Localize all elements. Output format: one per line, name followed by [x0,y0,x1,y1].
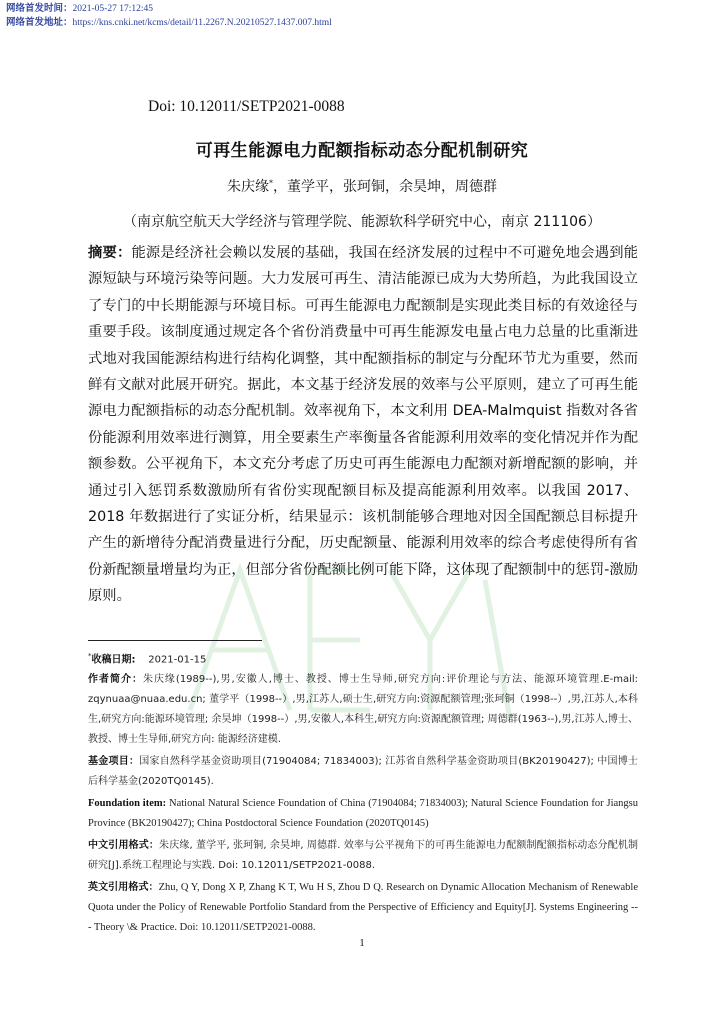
cite-en-label: 英文引用格式： [88,882,159,894]
fund-en-text: National Natural Science Foundation of China (71904084; 71834003); Natural Science Foundation for Jiangsu Province (BK20190427); China Postdoctoral Science Foundation (2020TQ0145) [88,798,638,830]
co-authors: ，董学平，张珂铜，余昊坤，周德群 [273,179,497,195]
abstract [88,240,638,610]
first-pub-time-value: 2021-05-27 17:12:45 [72,4,153,14]
author-info-label: 作者简介： [88,674,143,686]
abstract-text: 能源是经济社会赖以发展的基础，我国在经济发展的过程中不可避免地会遇到能源短缺与环境污染等问题。大力发展可再生、清洁能源已成为大势所趋，为此我国设立了专门的中长期能源与环境目标。可再生能源电力配额制是实现此类目标的有效途径与重要手段。该制度通过规定各个省份消费量中可再生能源发电量占电力总量的比重渐进式地对我国能源结构进行结构化调整，其中配额指标的制定与分配环节尤为重要，然而鲜有文献对此展开研究。据此，本文基于经济发展的效率与公平原则，建立了可再生能源电力配额指标的动态分配机制。效率视角下，本文利用 DEA-Malmquist 指数对各省份能源利用效率进行测算，用全要素生产率衡量各省能源利用效率的变化情况并作为配额参数。公平视角下，本文充分考虑了历史可再生能源电力配额对新增配额的影响，并通过引入惩罚系数激励所有省份实现配额目标及提高能源利用效率。以我国 2017、2018 年数据进行了实证分析，结果显示：该机制能够合理地对因全国配额总目标提升产生的新增待分配消费量进行分配，历史配额量、能源利用效率的综合考虑使得所有省份新配额量增量均为正，但部分省份配额比例可能下降，这体现了配额制中的惩罚-激励原则。 [88,245,638,605]
fund-en-label: Foundation item: [88,798,167,810]
corresponding-mark: * [269,178,273,188]
received-date: 2021-01-15 [148,654,207,666]
fund-cn-label: 基金项目： [88,756,140,768]
author-info-text: 朱庆缘(1989--),男,安徽人,博士、教授、博士生导师,研究方向:评价理论与方法、能源环境管理.E-mail: zqynuaa@nuaa.edu.cn; 董学平（1998--）,男,江苏人,硕士生,研究方向:资源配额管理;张珂铜（1998--）,男,江苏人,本科生,研究方向:能源环境管理; 余昊坤（1998--）,男,安徽人,本科生,研究方向:资源配额管理; 周德群(1963--),男,江苏人,博士、教授、博士生导师,研究方向: 能源经济建模. [88,674,639,746]
cite-cn-text: 朱庆缘, 董学平, 张珂铜, 余昊坤, 周德群. 效率与公平视角下的可再生能源电力配额制配额指标动态分配机制研究[J].系统工程理论与实践. Doi: 10.12011/SETP2021-0088. [88,840,638,872]
cite-en-note [88,878,638,938]
cite-cn-label: 中文引用格式： [88,840,160,852]
first-pub-url-link[interactable]: https://kns.cnki.net/kcms/detail/11.2267.N.20210527.1437.007.html [72,18,332,28]
cite-cn-note [88,836,638,876]
abstract-label: 摘要： [88,245,132,261]
received-mark: * [88,652,92,660]
affiliation: （南京航空航天大学经济与管理学院、能源软科学研究中心，南京 211106） [123,214,601,230]
first-pub-url-line [6,16,332,30]
paper-title: 可再生能源电力配额指标动态分配机制研究 [195,141,529,161]
cite-en-text: Zhu, Q Y, Dong X P, Zhang K T, Wu H S, Zhou D Q. Research on Dynamic Allocation Mechanism of Renewable Quota under the Policy of Renewable Portfolio Standard from the Perspective of Efficiency and Equity[J]. Systems Engineering --- Theory \& Practice. Doi: 10.12011/SETP2021-0088. [88,882,639,934]
received-label: 收稿日期: [91,654,136,666]
received-date-note [88,646,638,670]
corresponding-author: 朱庆缘 [227,179,269,195]
cnki-online-first-header [6,2,332,30]
first-pub-time-line [6,2,332,16]
author-list [0,176,724,196]
doi-line: Doi: 10.12011/SETP2021-0088 [148,98,345,115]
page-number: 1 [359,937,365,949]
fund-cn-text: 国家自然科学基金资助项目(71904084; 71834003); 江苏省自然科学基金资助项目(BK20190427); 中国博士后科学基金(2020TQ0145). [88,756,638,788]
first-pub-url-label: 网络首发地址： [6,17,73,28]
footnotes [88,646,638,938]
fund-en-note [88,794,638,834]
author-info-note [88,670,638,750]
footnote-divider [88,640,262,641]
first-pub-time-label: 网络首发时间： [6,3,73,14]
fund-cn-note [88,752,638,792]
